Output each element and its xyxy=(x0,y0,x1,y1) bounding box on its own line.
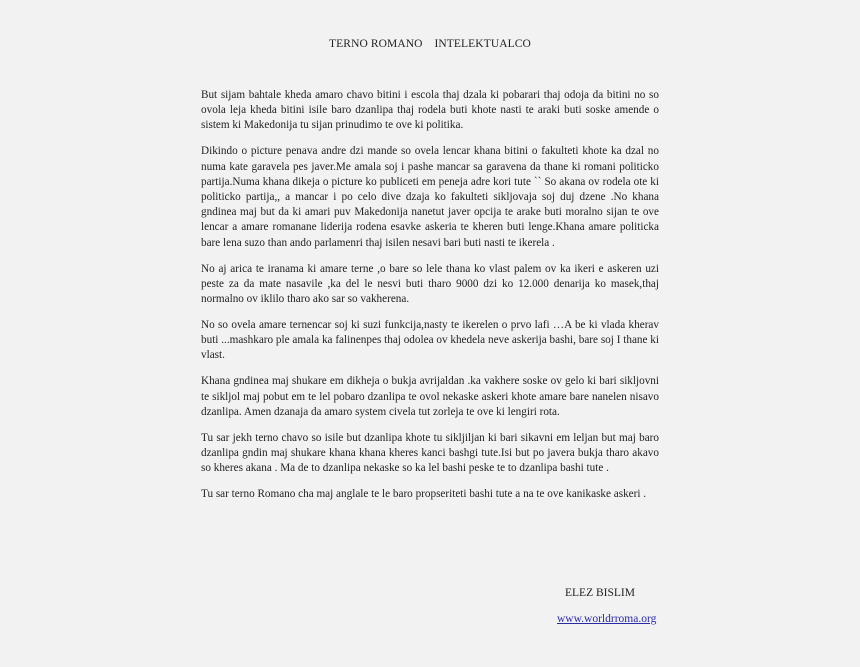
paragraph-1: But sijam bahtale kheda amaro chavo bitini i escola thaj dzala ki pobarari thaj odoja da bitini no so ovola leja kheda bitini isile baro dzanlipa thaj rodela buti khote nasti te araki buti soske amende o sistem ki Makedonija tu sijan prinudimo te ove ki politika. xyxy=(201,89,659,132)
paragraph-5: Khana gndinea maj shukare em dikheja o bukja avrijaldan .ka vakhere soske ov gelo ki bari sikljovni te sikljol maj pobut em te lel pobaro dzanlipa te ovol nekaske askeri khote amare bare nanelen nisavo dzanlipa. Amen dzanaja da amaro system civela tut zorleja te ove ki lengiri rota. xyxy=(201,375,659,418)
paragraph-7: Tu sar terno Romano cha maj anglale te le baro propseriteti bashi tute a na te ove kanikaske askeri . xyxy=(201,488,647,501)
paragraph-6: Tu sar jekh terno chavo so isile but dzanlipa khote tu sikljiljan ki bari sikavni em leljan but maj baro dzanlipa gndin maj shukare khana khana kheres kanci bashgi tute.Isi but po javera bukja tharo akavo so kheres akana . Ma de to dzanlipa nekaske so ka lel bashi peske te to dzanlipa bashi tute . xyxy=(201,431,659,475)
paragraph-4: No so ovela amare ternencar soj ki suzi funkcija,nasty te ikerelen o prvo lafi …A be ki vlada kherav buti ...mashkaro ple amala ka falinenpes thaj odolea ov khedela neve askerija bashi, bare soj I thane ki vlast. xyxy=(201,319,659,362)
document-body xyxy=(201,88,659,513)
author-name: ELEZ BISLIM xyxy=(565,587,635,599)
document-title: TERNO ROMANO INTELEKTUALCO xyxy=(329,38,531,50)
paragraph-3: No aj arica te iranama ki amare terne ,o bare so lele thana ko vlast palem ov ka ikeri e askeren uzi peste za da mate nasavile ,ka del le nesvi buti tharo 9000 dzi ko 12.000 denarija ko masek,thaj normalno ov iklilo tharo ako sar so vakherena. xyxy=(201,262,659,306)
website-link[interactable]: www.worldrroma.org xyxy=(557,613,657,625)
paragraph-2: Dikindo o picture penava andre dzi mande so ovela lencar khana bitini o fakulteti khote ka dzal no numa kate garavela pes javer.Me amala soj i pashe mancar sa garavena da thane ki romani politicko partija.Numa khana dikeja o picture ko publiceti em peneja adre kori tute `` So akana ov rodela ote ki politicko partija,, a mancar i po celo dive dzaja ko fakulteti sikljovaja soj duj dzene .No khana gndinea maj but da ki amari puv Makedonija nanetut javer opcija te arake buti moralno sijan te ove lencar a amare romanane liderija rodena esavke askeria te kheren buti lenge.Khana amare politicka bare lena suzo than ando parlamenri thaj isilen nesavi bari buti nasti te ikerela . xyxy=(201,145,659,249)
